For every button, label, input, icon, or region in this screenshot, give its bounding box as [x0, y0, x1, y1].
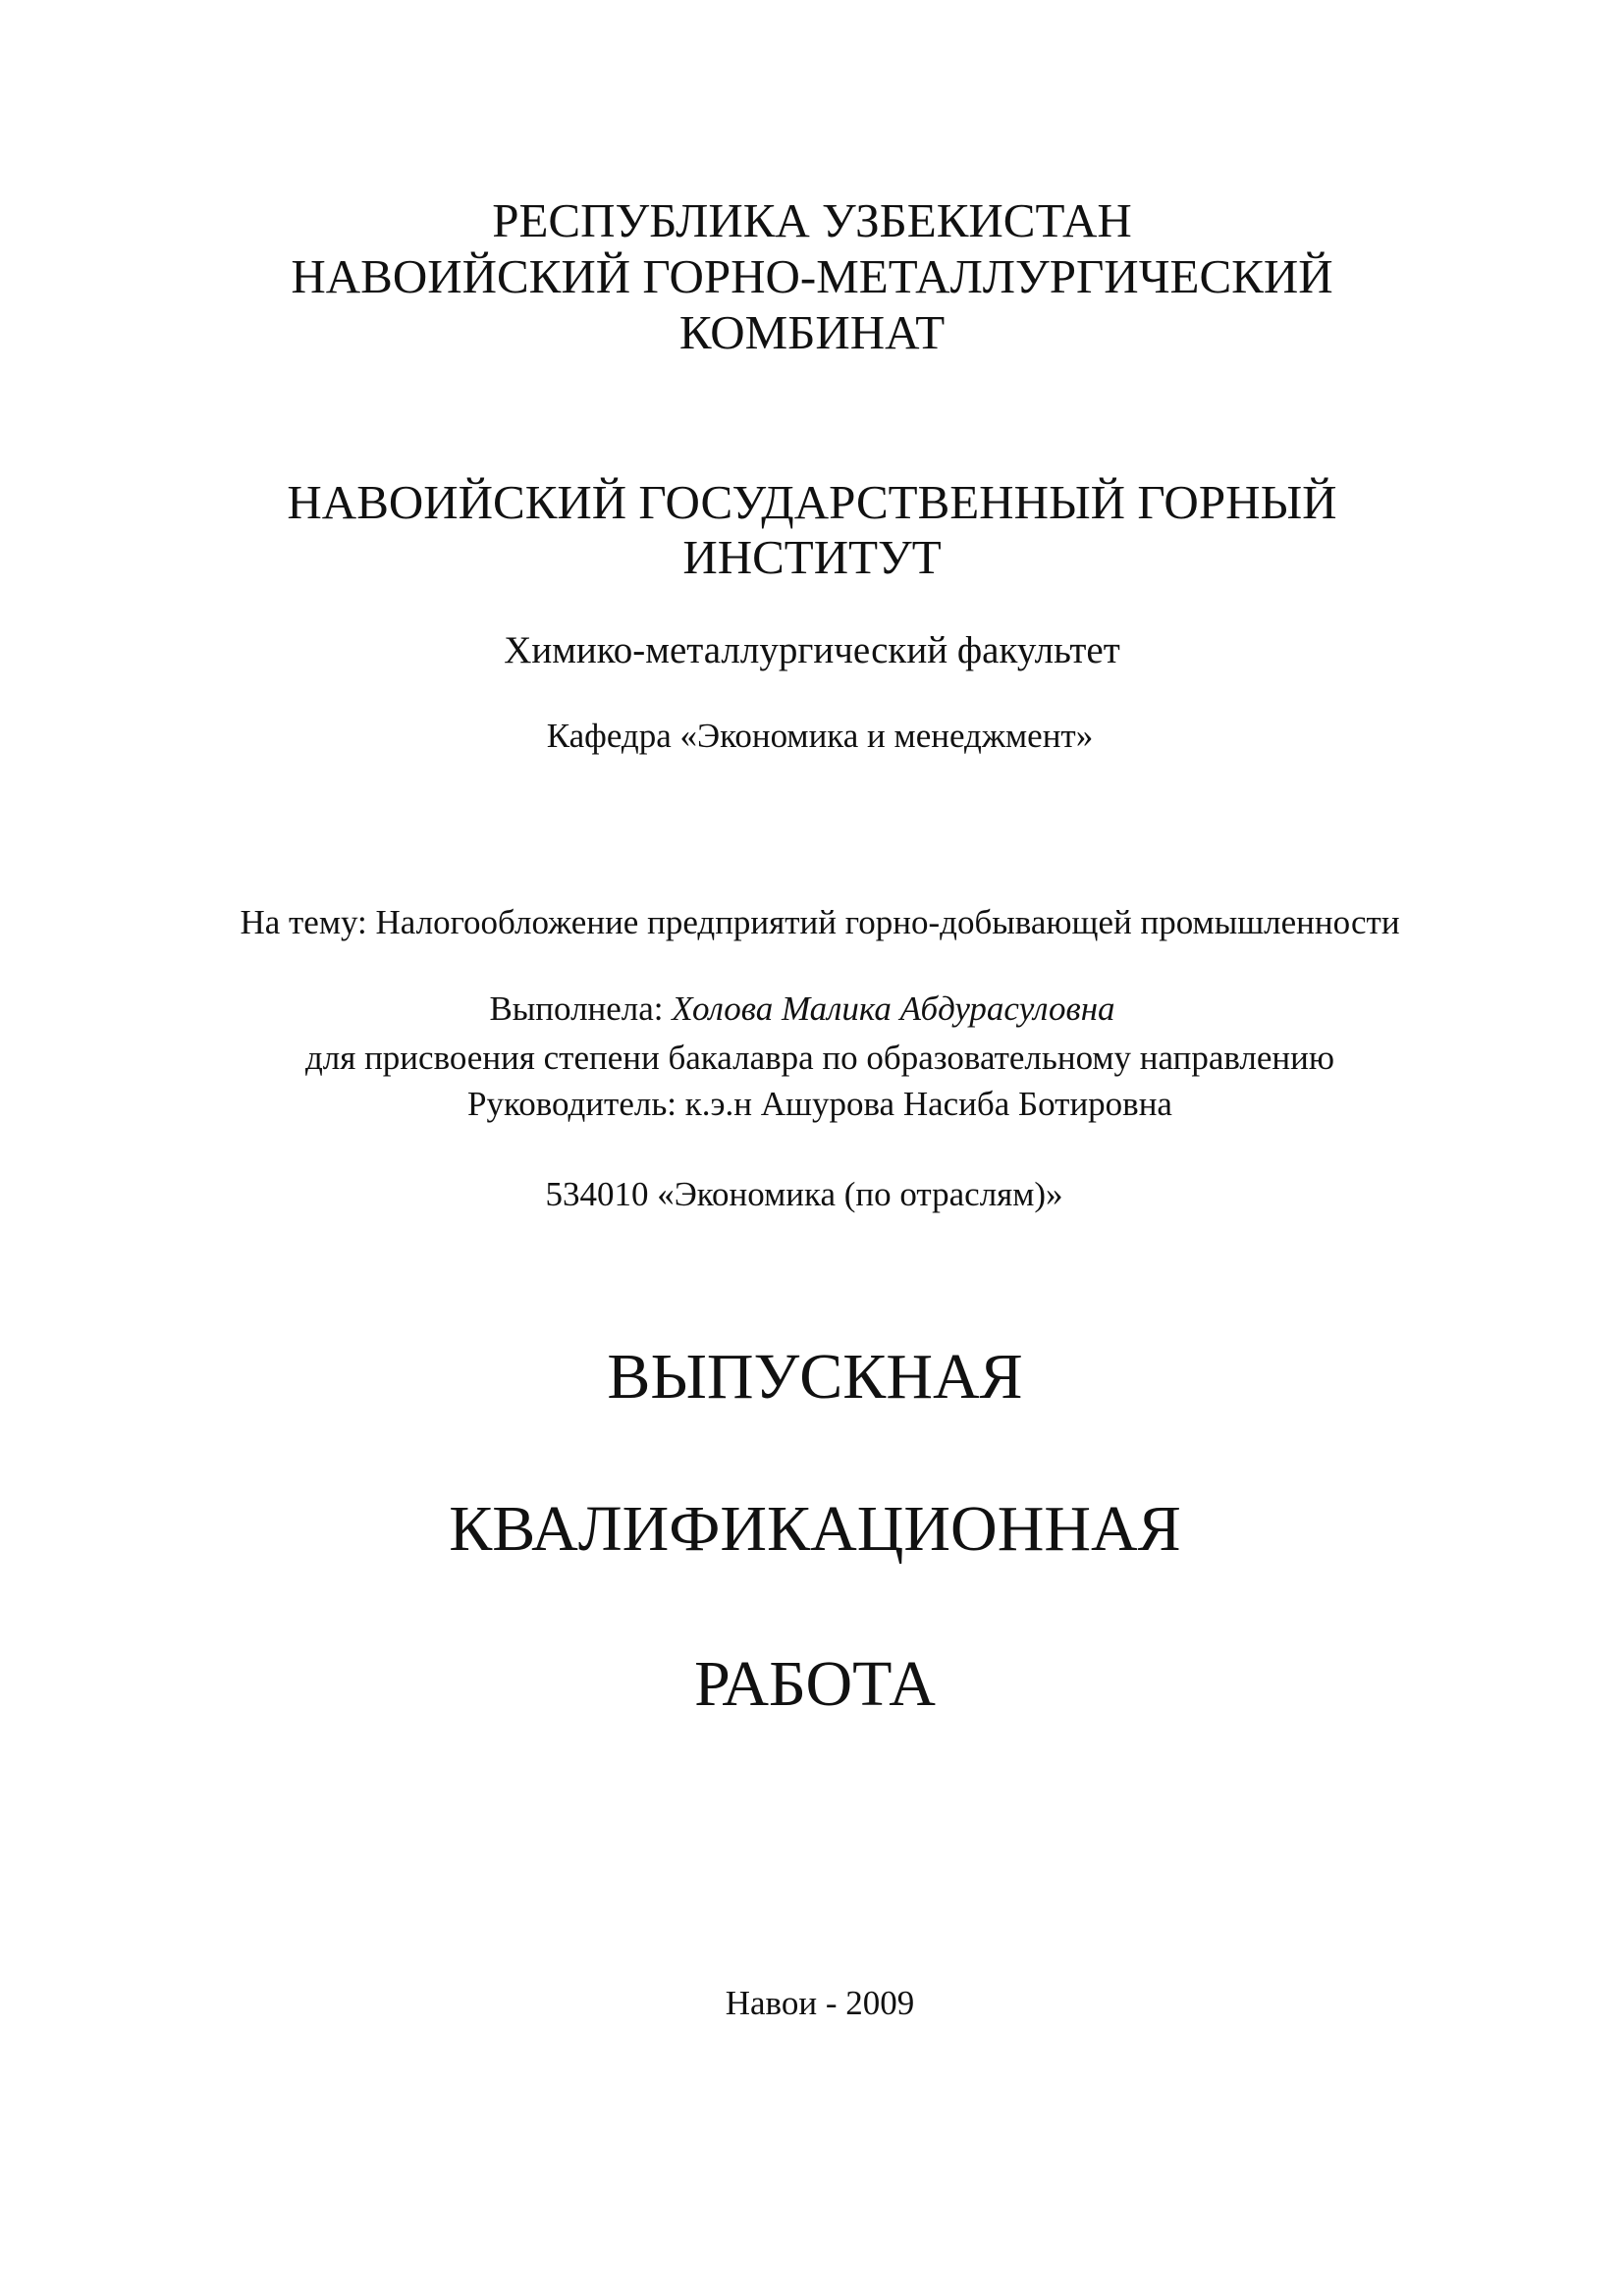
author-line	[0, 991, 1614, 1026]
title-line2: КВАЛИФИКАЦИОННАЯ	[449, 1493, 1181, 1565]
author-label: Выполнела:	[489, 989, 673, 1028]
combine-name-line2: КОМБИНАТ	[678, 305, 946, 359]
department-name: Кафедра «Экономика и менеджмент»	[546, 717, 1094, 755]
title-line3: РАБОТА	[694, 1648, 936, 1720]
title-line1: ВЫПУСКНАЯ	[607, 1341, 1023, 1413]
supervisor-line: Руководитель: к.э.н Ашурова Насиба Ботировна	[467, 1085, 1172, 1123]
combine-name-line1: НАВОИЙСКИЙ ГОРНО-МЕТАЛЛУРГИЧЕСКИЙ	[291, 249, 1333, 303]
republic-heading: РЕСПУБЛИКА УЗБЕКИСТАН	[492, 193, 1132, 247]
institute-name-line2: ИНСТИТУТ	[682, 530, 942, 584]
thesis-topic: На тему: Налогообложение предприятий горно-добывающей промышленности	[240, 903, 1400, 941]
faculty-name: Химико-металлургический факультет	[504, 629, 1120, 671]
author-name: Холова Малика Абдурасуловна	[672, 989, 1115, 1028]
specialty-code: 534010 «Экономика (по отраслям)»	[545, 1175, 1063, 1213]
city-year: Навои - 2009	[725, 1984, 915, 2022]
institute-name-line1: НАВОИЙСКИЙ ГОСУДАРСТВЕННЫЙ ГОРНЫЙ	[287, 475, 1337, 529]
degree-line: для присвоения степени бакалавра по образовательному направлению	[304, 1039, 1335, 1077]
